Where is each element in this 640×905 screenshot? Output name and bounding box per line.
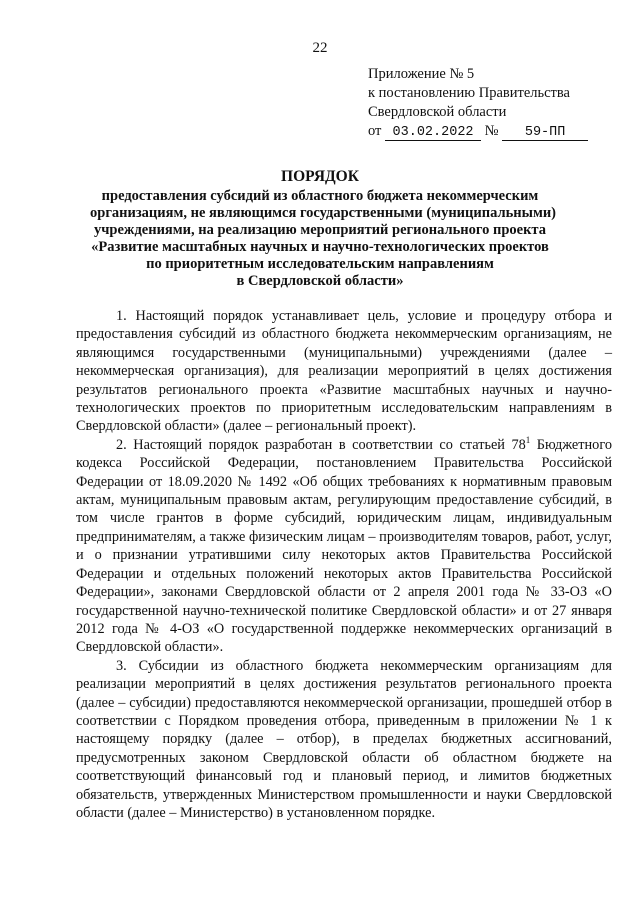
number-label: № <box>484 123 499 139</box>
article-superscript: 1 <box>525 435 531 446</box>
paragraph-2-start: 2. Настоящий порядок разработан в соответствии со статьей 78 <box>116 436 526 453</box>
subtitle-line: учреждениями, на реализацию мероприятий регионального проекта <box>94 222 546 238</box>
subtitle-line: в Свердловской области» <box>236 273 404 289</box>
subtitle-line: предоставления субсидий из областного бюджета некоммерческим <box>101 188 539 204</box>
document-title: ПОРЯДОК <box>281 168 359 185</box>
appendix-line-1: Приложение № 5 <box>368 66 475 82</box>
page-number: 22 <box>312 40 328 56</box>
decree-date: 03.02.2022 <box>385 125 481 141</box>
appendix-line-3: Свердловской области <box>368 104 507 120</box>
paragraph-3: 3. Субсидии из областного бюджета некоммерческим организациям для реализации мероприятий в целях достижения результатов регионального проекта (далее – субсидии) предоставляются некоммерческой организации, прошедшей отбор в соответствии с Порядком проведения отбора, приведенным в приложении № 1 к настоящему порядку (далее – отбор), в пределах бюджетных ассигнований, предусмотренных законом Свердловской области об областном бюджете на соответствующий финансовый год и плановый период, и лимитов бюджетных обязательств, утвержденных Министерством промышленности и науки Свердловской области (далее – Министерство) в установленном порядке. <box>76 657 612 821</box>
appendix-date-line <box>368 122 618 141</box>
subtitle-line: по приоритетным исследовательским направлениям <box>146 256 494 272</box>
subtitle-line: организациям, не являющимся государственными (муниципальными) <box>90 205 557 221</box>
paragraph-1: 1. Настоящий порядок устанавливает цель, условие и процедуру отбора и предоставления субсидий из областного бюджета некоммерческим организациям, не являющимся государственными (муниципальными) учреждениями (далее – некоммерческая организация), для реализации мероприятий в целях достижения результатов регионального проекта «Развитие масштабных научных и научно-технологических проектов по приоритетным исследовательским направлениям в Свердловской области» (далее – региональный проект). <box>76 308 612 435</box>
paragraph-2-rest: Бюджетного кодекса Российской Федерации, постановлением Правительства Российской Федерации от 18.09.2020 № 1492 «Об общих требованиях к нормативным правовым актам, муниципальным правовым актам, регулирующим предоставление субсидий, в том числе грантов в форме субсидий, юридическим лицам, индивидуальным предпринимателям, а также физическим лицам – производителям товаров, работ, услуг, и о признании утратившими силу некоторых актов Правительства Российской Федерации и отдельных положений некоторых актов Правительства Российской Федерации», законами Свердловской области от 2 апреля 2001 года № 33-ОЗ «О государственной научно-технической политике Свердловской области» и от 27 января 2012 года № 4-ОЗ «О государственной поддержке некоммерческих организаций в Свердловской области». <box>76 436 612 656</box>
appendix-line-2: к постановлению Правительства <box>368 85 570 101</box>
from-label: от <box>368 123 382 139</box>
document-body <box>76 307 612 822</box>
subtitle-line: «Развитие масштабных научных и научно-технологических проектов <box>91 239 549 255</box>
document-subtitle <box>90 188 557 290</box>
appendix-header <box>368 65 618 141</box>
decree-number: 59-ПП <box>502 125 588 141</box>
paragraph-2 <box>76 436 612 657</box>
